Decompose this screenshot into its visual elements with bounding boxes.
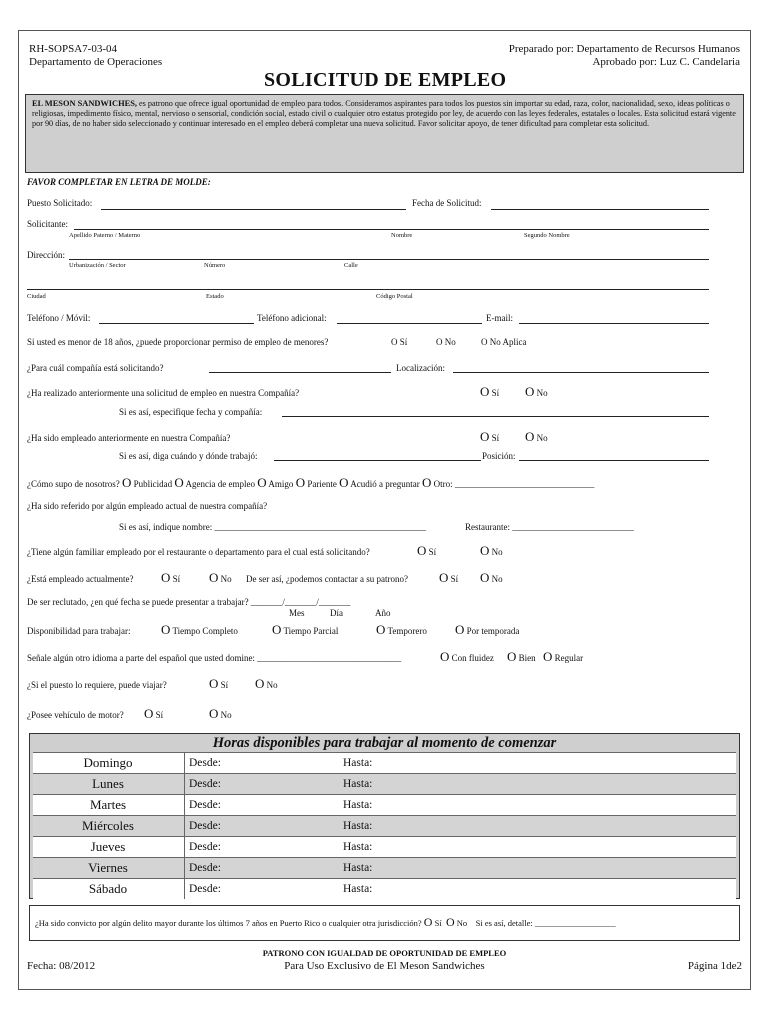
fluidez-option[interactable]: O Con fluidez [440,649,494,664]
como-supo-question: ¿Cómo supo de nosotros? O Publicidad O Agencia de empleo O Amigo O Pariente O Acudió a preguntar O Otro: _______________________________ [27,475,595,490]
schedule-row[interactable]: Viernes Desde: Hasta: [33,857,736,878]
menor-no-option[interactable]: O No [436,337,456,347]
application-form [18,30,751,990]
conviction-no-option[interactable]: O [445,915,455,929]
por-temporada-option[interactable]: O Por temporada [455,622,520,637]
empleado-actual-si-option[interactable]: O Sí [161,570,181,585]
contactar-no-option[interactable]: O No [480,570,503,585]
email-field[interactable] [519,323,709,324]
schedule-row[interactable]: Lunes Desde: Hasta: [33,773,736,794]
restaurante-field[interactable]: Restaurante: ___________________________ [465,522,634,532]
approved-by: Aprobado por: Luz C. Candelaria [592,56,740,68]
solicitud-previa-si-option[interactable]: O Sí [480,384,500,399]
direccion-field[interactable] [69,259,709,260]
vehiculo-si-option[interactable]: O Sí [144,706,164,721]
department: Departamento de Operaciones [29,56,163,68]
posicion-field[interactable] [519,460,709,461]
disponibilidad-label: Disponibilidad para trabajar: [27,626,131,636]
tiempo-completo-option[interactable]: O Tiempo Completo [161,622,238,637]
sub-urbanizacion: Urbanización / Sector [69,262,126,269]
empleado-previo-si-option[interactable]: O Sí [480,429,500,444]
notice-text: es patrono que ofrece igual oportunidad de empleo para todos. Consideramos aspirantes para todos los puestos sin importar su edad, raza, color, nacionalidad, sexo, ideas políticas o religiosas, impedimento físico, mental, nervioso o sensorial, condición social, estado civil o cualquier otro estatus protegido por ley, de acuerdo con las leyes federales, estatales o locales. Esta solicitud estará vigente por 90 días, de no haber sido seleccionado y continuar interesado en el empleo deberá completar una nueva solicitud. Favor solicitar apoyo, de tener dificultad para completar esta solicitud. [32,99,736,129]
otro-option[interactable]: O [421,475,432,490]
sub-codigo-postal: Código Postal [376,293,413,300]
email-label: E-mail: [486,313,513,323]
pariente-option[interactable]: O [295,475,306,490]
compania-field[interactable] [209,372,391,373]
schedule-row[interactable]: Miércoles Desde: Hasta: [33,815,736,836]
direccion-label: Dirección: [27,250,65,260]
empleado-actual-question: ¿Está empleado actualmente? [27,574,134,584]
puesto-label: Puesto Solicitado: [27,198,93,208]
especifique-field[interactable] [282,416,709,417]
schedule-row[interactable]: Sábado Desde: Hasta: [33,878,736,899]
viajar-question: ¿Si el puesto lo requiere, puede viajar? [27,680,167,690]
page-number: Página 1de2 [687,960,742,972]
localizacion-label: Localización: [396,363,445,373]
regular-option[interactable]: O Regular [543,649,584,664]
page-title: SOLICITUD DE EMPLEO [264,69,507,91]
amigo-option[interactable]: O [257,475,267,490]
conviction-question: ¿Ha sido convicto por algún delito mayor durante los últimos 7 años en Puerto Rico o cualquier otra jurisdicción? O Sí O No Si es así, detalle: ___________________ [35,915,616,929]
company-name: EL MESON SANDWICHES, [32,99,137,108]
especifique-label: Si es así, especifique fecha y compañía: [119,407,263,417]
contactar-question: De ser así, ¿podemos contactar a su patrono? [246,574,408,584]
compania-question: ¿Para cuál compañía está solicitando? [27,363,164,373]
menor-question: Si usted es menor de 18 años, ¿puede proporcionar permiso de empleo de menores? [27,337,329,347]
contactar-si-option[interactable]: O Sí [439,570,459,585]
fecha-solicitud-label: Fecha de Solicitud: [412,198,482,208]
vehiculo-no-option[interactable]: O No [209,706,232,721]
viajar-si-option[interactable]: O Sí [209,676,229,691]
doc-code: RH-SOPSA7-03-04 [29,43,118,55]
solicitud-previa-no-option[interactable]: O No [525,384,548,399]
instruction: FAVOR COMPLETAR EN LETRA DE MOLDE: [27,177,211,187]
schedule-row[interactable]: Jueves Desde: Hasta: [33,836,736,857]
temporero-option[interactable]: O Temporero [376,622,427,637]
tiempo-parcial-option[interactable]: O Tiempo Parcial [272,622,339,637]
telefono-adicional-label: Teléfono adicional: [257,313,327,323]
sub-apellido: Apellido Paterno / Materno [69,232,141,239]
ciudad-field[interactable] [27,289,709,290]
fecha-presentar-field[interactable]: De ser reclutado, ¿en qué fecha se puede presentar a trabajar? _______/_______/_______ [27,597,351,607]
localizacion-field[interactable] [453,372,709,373]
viajar-no-option[interactable]: O No [255,676,278,691]
familiar-no-option[interactable]: O No [480,543,503,558]
conviction-si-option[interactable]: O [423,915,433,929]
bien-option[interactable]: O Bien [507,649,536,664]
telefono-label: Teléfono / Móvil: [27,313,91,323]
exclusive-use: Para Uso Exclusivo de El Meson Sandwiches [284,960,485,972]
empleado-previo-no-option[interactable]: O No [525,429,548,444]
sub-calle: Calle [344,262,358,269]
menor-no-aplica-option[interactable]: O No Aplica [481,337,527,347]
solicitante-field[interactable] [74,229,709,230]
agencia-option[interactable]: O [174,475,184,490]
footer-date: Fecha: 08/2012 [27,960,96,972]
telefono-field[interactable] [99,323,254,324]
familiar-question: ¿Tiene algún familiar empleado por el restaurante o departamento para el cual está solicitando? [27,547,370,557]
schedule-table [29,733,740,899]
sub-segundo-nombre: Segundo Nombre [524,232,570,239]
telefono-adicional-field[interactable] [337,323,482,324]
equal-opportunity-notice [25,94,744,173]
puesto-field[interactable] [101,209,406,210]
mes-label: Mes [289,608,305,618]
schedule-title: Horas disponibles para trabajar al momento de comenzar [212,735,557,751]
idioma-field[interactable]: Señale algún otro idioma a parte del español que usted domine: ________________________________ [27,653,402,663]
schedule-row[interactable]: Domingo Desde: Hasta: [33,752,736,773]
sub-numero: Número [204,262,226,269]
solicitante-label: Solicitante: [27,219,68,229]
menor-si-option[interactable]: O Sí [391,337,408,347]
familiar-si-option[interactable]: O Sí [417,543,437,558]
ano-label: Año [375,608,391,618]
empleado-actual-no-option[interactable]: O No [209,570,232,585]
indique-nombre-field[interactable]: Si es así, indique nombre: _______________________________________________ [119,522,426,532]
referido-question: ¿Ha sido referido por algún empleado actual de nuestra compañía? [27,501,268,511]
empleado-previo-question: ¿Ha sido empleado anteriormente en nuestra Compañía? [27,433,231,443]
solicitud-previa-question: ¿Ha realizado anteriormente una solicitud de empleo en nuestra Compañía? [27,388,300,398]
diga-cuando-label: Si es así, diga cuándo y dónde trabajó: [119,451,258,461]
posicion-label: Posición: [482,451,516,461]
vehiculo-question: ¿Posee vehículo de motor? [27,710,124,720]
conviction-detalle-field[interactable]: Si es así, detalle: ___________________ [475,918,616,928]
prepared-by: Preparado por: Departamento de Recursos Humanos [508,43,740,55]
dia-label: Día [330,608,343,618]
conviction-box [29,905,740,941]
sub-estado: Estado [206,293,224,300]
sub-nombre: Nombre [391,232,413,239]
diga-cuando-field[interactable] [274,460,481,461]
equal-opportunity-footer: PATRONO CON IGUALDAD DE OPORTUNIDAD DE EMPLEO [262,948,507,958]
schedule-row[interactable]: Martes Desde: Hasta: [33,794,736,815]
sub-ciudad: Ciudad [27,293,46,300]
publicidad-option[interactable]: O [122,475,132,490]
fecha-solicitud-field[interactable] [491,209,709,210]
acudio-option[interactable]: O [339,475,349,490]
